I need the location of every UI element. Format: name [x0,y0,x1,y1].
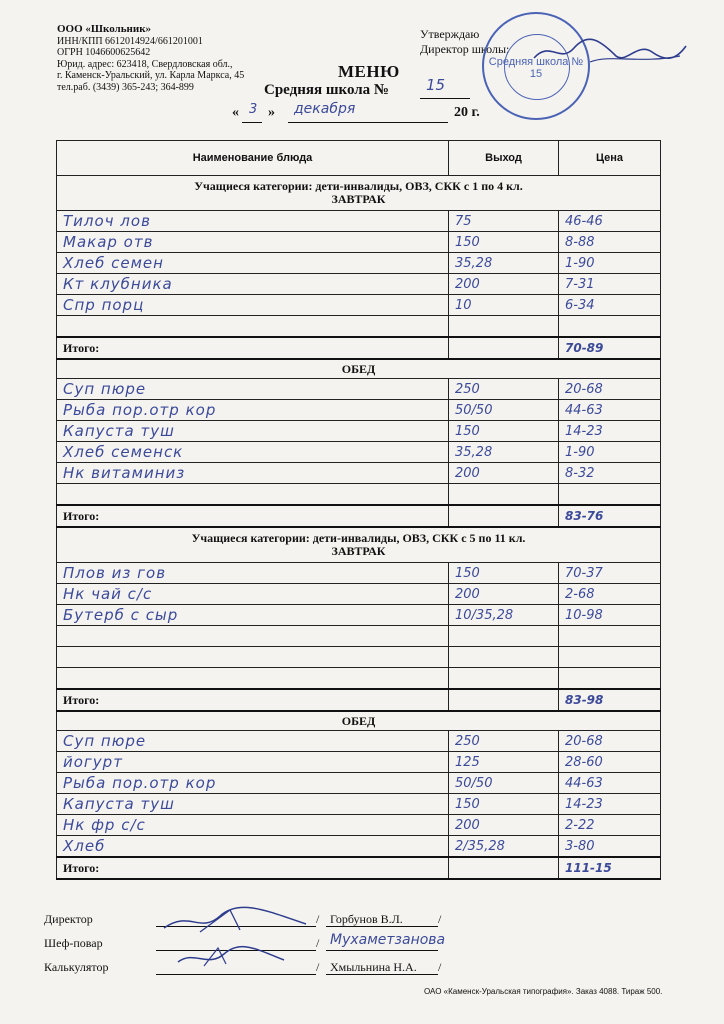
dish-output: 150 [449,563,559,584]
header-price: Цена [559,141,661,176]
dish-price: 44-63 [559,400,661,421]
dish-price [559,316,661,338]
calculator-name: Хмыльнина Н.А. [330,960,417,974]
header-name: Наименование блюда [57,141,449,176]
dish-price: 20-68 [559,731,661,752]
dish-price: 70-37 [559,563,661,584]
section-row [57,359,661,379]
date-open-quote: « [232,105,239,120]
dish-output: 150 [449,232,559,253]
dish-name [57,668,449,690]
dish-name: Рыба пор.отр кор [57,773,449,794]
dish-output: 50/50 [449,400,559,421]
dish-name: Суп пюре [57,379,449,400]
total-row [57,505,661,527]
total-row [57,689,661,711]
dish-price: 28-60 [559,752,661,773]
section-row [57,711,661,731]
chef-name: Мухаметзанова [330,932,446,948]
table-row [57,400,661,421]
category-row [57,176,661,211]
dish-price: 46-46 [559,211,661,232]
director-sign-signature [160,906,310,936]
dish-name: Плов из гов [57,563,449,584]
org-address-1: Юрид. адрес: 623418, Свердловская обл., [57,58,233,70]
dish-output: 10/35,28 [449,605,559,626]
organization-block [57,24,287,93]
table-row [57,605,661,626]
section-title: ОБЕД [57,711,661,731]
dish-price: 3-80 [559,836,661,858]
table-row [57,463,661,484]
dish-output [449,316,559,338]
school-line [264,76,446,99]
total-row [57,857,661,879]
date-month: декабря [294,101,356,117]
dish-output: 200 [449,463,559,484]
dish-output: 10 [449,295,559,316]
total-label: Итого: [57,505,449,527]
dish-name: Капуста туш [57,794,449,815]
dish-output: 200 [449,584,559,605]
dish-output: 200 [449,274,559,295]
dish-name: Нк витаминиз [57,463,449,484]
dish-price [559,626,661,647]
dish-output: 2/35,28 [449,836,559,858]
table-row [57,626,661,647]
dish-price: 8-88 [559,232,661,253]
school-number: 15 [426,76,446,94]
dish-name: йогурт [57,752,449,773]
table-row [57,752,661,773]
dish-name [57,484,449,506]
category-row [57,527,661,563]
total-label: Итого: [57,689,449,711]
dish-name: Хлеб семен [57,253,449,274]
dish-name [57,647,449,668]
table-row [57,442,661,463]
section-title: ЗАВТРАК [331,192,386,206]
calculator-sign-row: Калькулятор / Хмыльнина Н.А. / [44,960,442,974]
dish-output: 35,28 [449,442,559,463]
total-row [57,337,661,359]
dish-name [57,316,449,338]
dish-price [559,647,661,668]
printer-footer: ОАО «Каменск-Уральская типография». Заказ 4088. Тираж 500. [424,987,663,996]
dish-name: Суп пюре [57,731,449,752]
dish-name [57,626,449,647]
total-value: 70-89 [559,337,661,359]
dish-price [559,484,661,506]
table-row [57,563,661,584]
dish-output: 150 [449,421,559,442]
chef-sign-signature [174,942,294,972]
dish-name: Нк фр с/с [57,815,449,836]
dish-price: 7-31 [559,274,661,295]
dish-output [449,647,559,668]
table-row [57,295,661,316]
dish-output [449,668,559,690]
table-row [57,773,661,794]
dish-output: 200 [449,815,559,836]
date-close-quote: » [268,105,275,120]
menu-date [232,101,492,125]
dish-name: Рыба пор.отр кор [57,400,449,421]
director-sign-row: Директор / Горбунов В.Л. / [44,912,442,926]
dish-price: 6-34 [559,295,661,316]
table-row [57,836,661,858]
total-value: 83-76 [559,505,661,527]
dish-price: 1-90 [559,442,661,463]
org-phone: тел.раб. (3439) 365-243; 364-899 [57,81,194,93]
table-row [57,668,661,690]
dish-name: Кт клубника [57,274,449,295]
page-title: МЕНЮ [338,62,400,81]
director-name: Горбунов В.Л. [330,912,403,926]
chef-label: Шеф-повар [44,936,103,950]
dish-name: Бутерб с сыр [57,605,449,626]
dish-price: 1-90 [559,253,661,274]
dish-output: 250 [449,379,559,400]
category-label: Учащиеся категории: дети-инвалиды, ОВЗ, СКК с 5 по 11 кл. [191,531,526,545]
table-row [57,211,661,232]
total-value: 111-15 [559,857,661,879]
dish-output: 75 [449,211,559,232]
dish-output: 50/50 [449,773,559,794]
stamp-center-text: Средняя школа № 15 [488,56,584,80]
org-inn: ИНН/КПП 6612014924/661201001 [57,35,203,47]
dish-price: 14-23 [559,421,661,442]
table-row [57,815,661,836]
director-signature [530,34,690,68]
total-value: 83-98 [559,689,661,711]
category-label: Учащиеся категории: дети-инвалиды, ОВЗ, СКК с 1 по 4 кл. [194,179,523,193]
table-row [57,731,661,752]
dish-name: Тилоч лов [57,211,449,232]
calculator-label: Калькулятор [44,960,109,974]
table-row [57,379,661,400]
header-output: Выход [449,141,559,176]
table-row [57,584,661,605]
dish-price [559,668,661,690]
org-name: ООО «Школьник» [57,23,152,35]
chef-sign-row: Шеф-повар / Мухаметзанова [44,932,446,950]
dish-price: 2-68 [559,584,661,605]
dish-output [449,484,559,506]
dish-price: 8-32 [559,463,661,484]
dish-price: 2-22 [559,815,661,836]
dish-name: Хлеб [57,836,449,858]
dish-output [449,626,559,647]
org-ogrn: ОГРН 1046600625642 [57,47,151,58]
menu-table [56,140,661,880]
org-address-2: г. Каменск-Уральский, ул. Карла Маркса, 45 [57,70,245,81]
table-header-row [57,141,661,176]
director-label: Директор [44,912,93,926]
section-title: ОБЕД [57,359,661,379]
dish-name: Спр порц [57,295,449,316]
date-year: 20 г. [454,105,480,120]
total-label: Итого: [57,857,449,879]
dish-price: 20-68 [559,379,661,400]
signatures-block [44,912,664,982]
date-day: 3 [249,102,258,117]
table-row [57,253,661,274]
table-row [57,794,661,815]
school-label: Средняя школа № [264,82,389,98]
dish-output: 125 [449,752,559,773]
dish-output: 250 [449,731,559,752]
dish-name: Капуста туш [57,421,449,442]
table-row [57,316,661,338]
table-row [57,421,661,442]
approval-line-1: Утверждаю [420,27,480,41]
section-title: ЗАВТРАК [331,544,386,558]
total-label: Итого: [57,337,449,359]
dish-name: Макар отв [57,232,449,253]
dish-price: 10-98 [559,605,661,626]
dish-output: 150 [449,794,559,815]
dish-price: 14-23 [559,794,661,815]
table-row [57,274,661,295]
dish-output: 35,28 [449,253,559,274]
table-row [57,484,661,506]
table-row [57,647,661,668]
table-row [57,232,661,253]
dish-price: 44-63 [559,773,661,794]
dish-name: Нк чай с/с [57,584,449,605]
dish-name: Хлеб семенск [57,442,449,463]
approval-line-2: Директор школы: [420,42,510,56]
